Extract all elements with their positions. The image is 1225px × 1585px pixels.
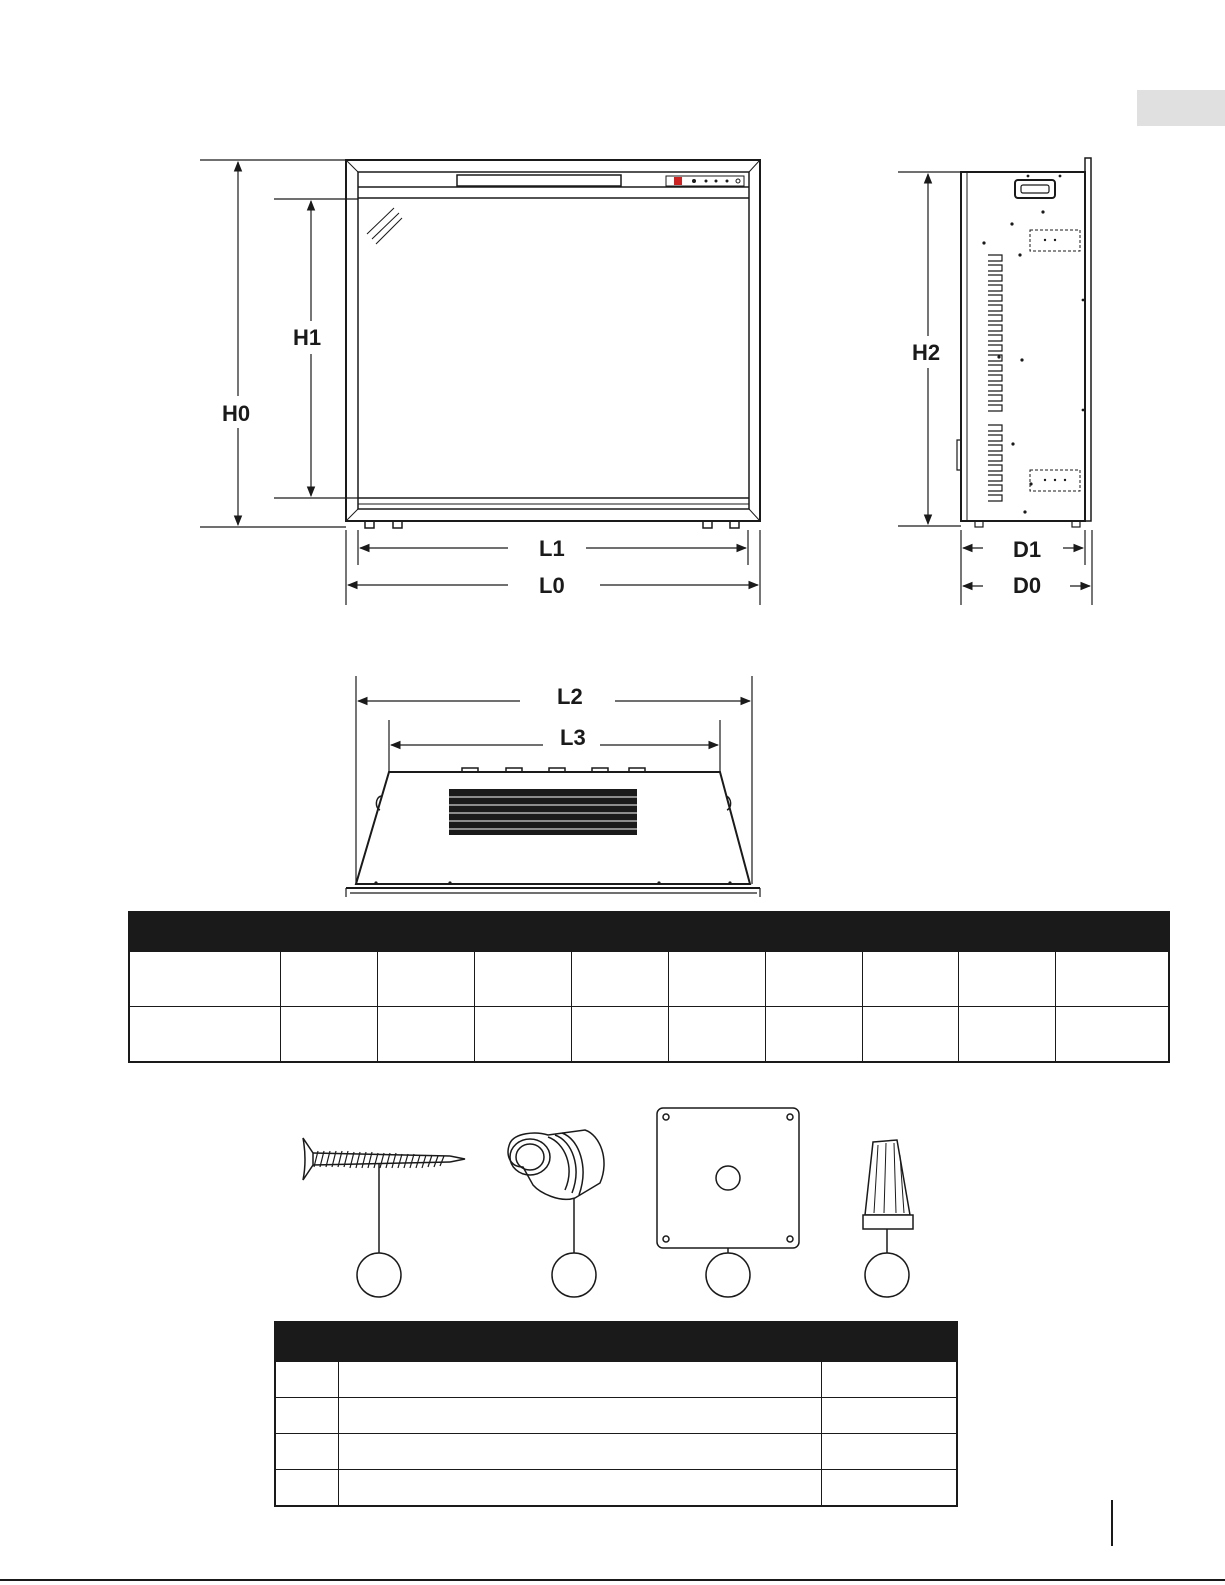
table-cell [571,952,668,1007]
table-cell [959,952,1056,1007]
cable-connector-icon [508,1130,604,1253]
table-cell [129,1007,281,1063]
table-cell [822,1362,958,1398]
table-row [129,1007,1169,1063]
table-cell [281,952,378,1007]
mounting-plate-icon [657,1108,799,1253]
dim-label-h2: H2 [912,340,941,365]
table-row [275,1470,957,1507]
callout-circle-4 [865,1253,909,1297]
dim-label-l1: L1 [539,536,565,561]
table-cell [668,952,765,1007]
dim-label-d1: D1 [1013,537,1042,562]
footer-rule [0,1579,1225,1581]
dim-label-h0: H0 [222,401,251,426]
table-cell [668,1007,765,1063]
dimension-table-header-row [129,912,1169,952]
table-cell [377,952,474,1007]
table-cell [275,1470,339,1507]
table-cell [275,1362,339,1398]
table-cell [281,1007,378,1063]
table-cell [129,952,281,1007]
wire-nut-icon [863,1140,913,1253]
table-cell [571,1007,668,1063]
table-cell [339,1434,822,1470]
table-row [129,952,1169,1007]
parts-illustration [0,1095,1225,1325]
side-view [957,158,1091,527]
table-row [275,1398,957,1434]
front-view [346,160,760,528]
table-cell [474,1007,571,1063]
table-cell [339,1398,822,1434]
parts-table [274,1321,958,1507]
callout-circle-1 [357,1253,401,1297]
dim-label-l3: L3 [560,725,586,750]
dim-label-h1: H1 [293,325,322,350]
table-row [275,1362,957,1398]
table-cell [339,1470,822,1507]
dim-label-d0: D0 [1013,573,1042,598]
table-cell [1056,952,1169,1007]
table-cell [275,1434,339,1470]
dimension-table-header [129,912,1169,952]
wood-screw-icon [303,1138,465,1253]
table-cell [377,1007,474,1063]
parts-table-header-row [275,1322,957,1362]
table-row [275,1434,957,1470]
top-view [346,768,760,897]
callout-circle-3 [706,1253,750,1297]
table-cell [339,1362,822,1398]
table-cell [765,952,862,1007]
page-number-rule [1111,1500,1113,1546]
parts-table-header [275,1322,957,1362]
dim-label-l0: L0 [539,573,565,598]
table-cell [474,952,571,1007]
callout-circle-2 [552,1253,596,1297]
table-cell [862,1007,959,1063]
table-cell [822,1434,958,1470]
table-cell [822,1470,958,1507]
table-cell [765,1007,862,1063]
table-cell [822,1398,958,1434]
dimension-table [128,911,1170,1063]
dim-label-l2: L2 [557,684,583,709]
table-cell [275,1398,339,1434]
table-cell [862,952,959,1007]
table-cell [1056,1007,1169,1063]
table-cell [959,1007,1056,1063]
